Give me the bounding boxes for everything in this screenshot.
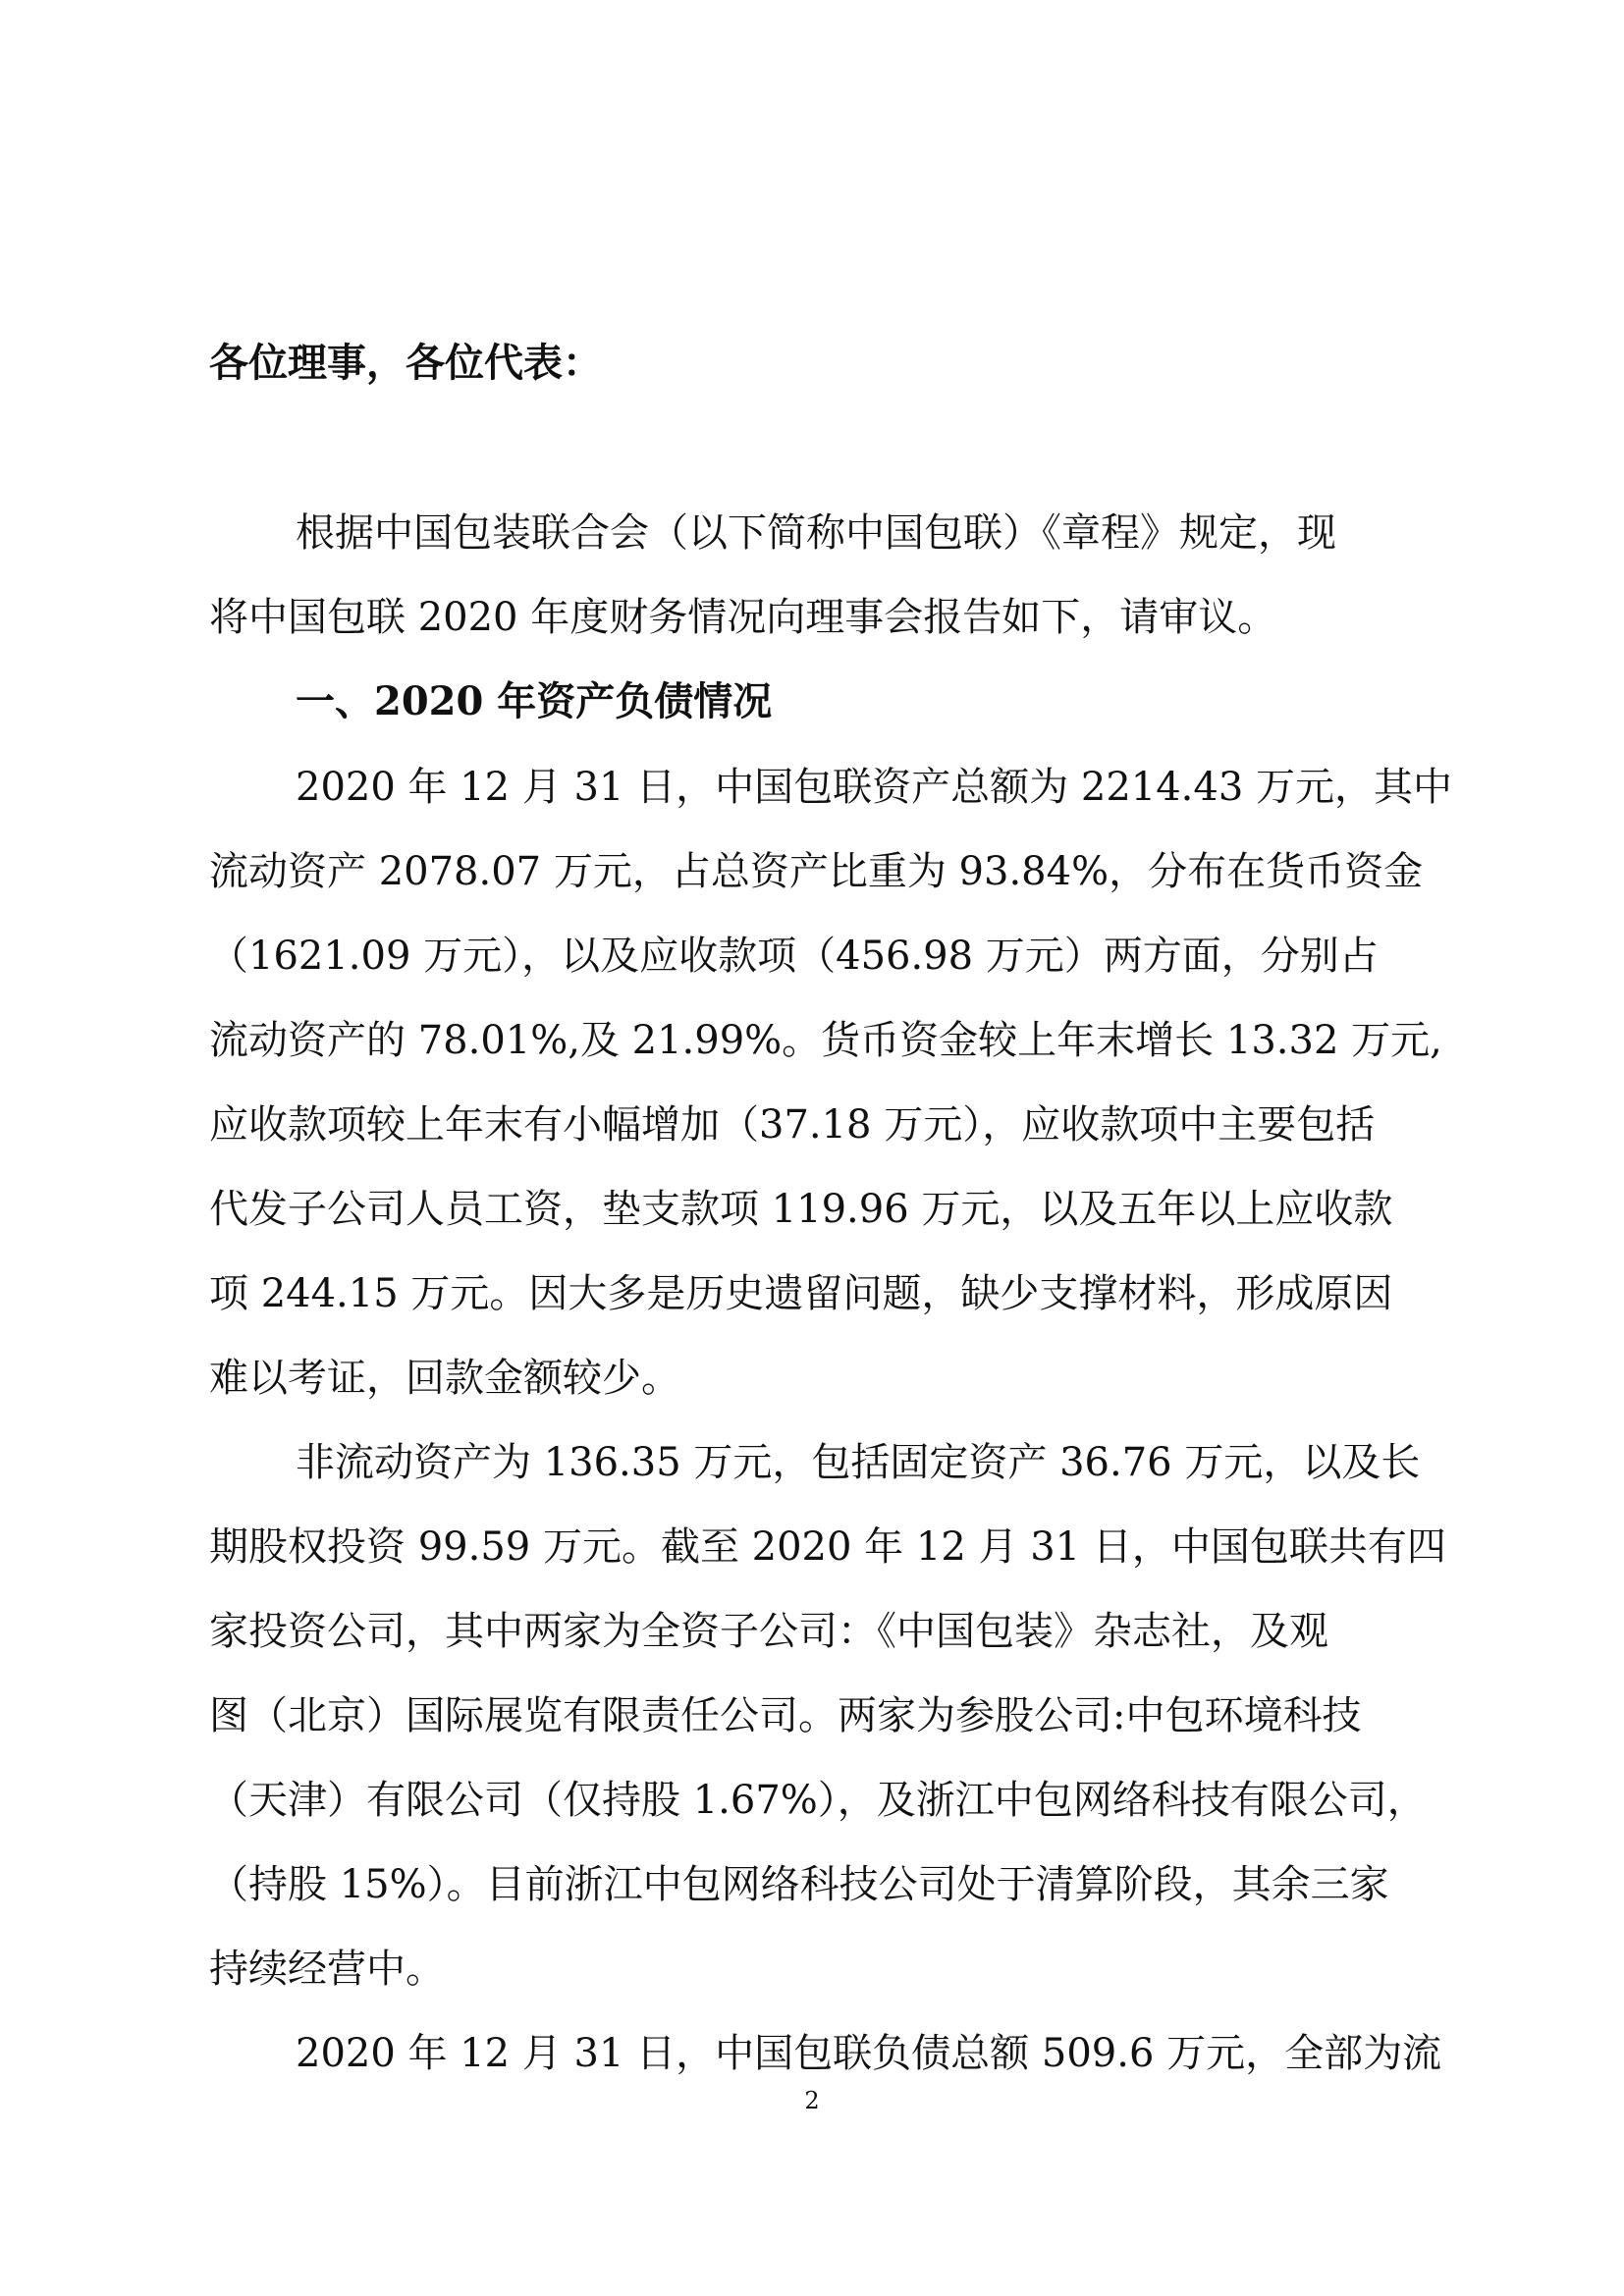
paragraph-1-line-5: 应收款项较上年末有小幅增加（37.18 万元），应收款项中主要包括 [209,1102,1376,1148]
intro-line-1: 根据中国包装联合会（以下简称中国包联）《章程》规定，现 [296,510,1336,556]
paragraph-1-line-4: 流动资产的 78.01%,及 21.99%。货币资金较上年末增长 13.32 万元, [209,1018,1442,1063]
intro-line-2: 将中国包联 2020 年度财务情况向理事会报告如下，请审议。 [209,595,1277,640]
paragraph-2-line-6: （持股 15%）。目前浙江中包网络科技公司处于清算阶段，其余三家 [209,1862,1389,1907]
paragraph-3-line-1: 2020 年 12 月 31 日，中国包联负债总额 509.6 万元，全部为流 [296,2031,1442,2076]
paragraph-1-line-6: 代发子公司人员工资，垫支款项 119.96 万元，以及五年以上应收款 [209,1187,1393,1232]
paragraph-2-line-1: 非流动资产为 136.35 万元，包括固定资产 36.76 万元，以及长 [296,1440,1421,1485]
paragraph-2-line-4: 图（北京）国际展览有限责任公司。两家为参股公司:中包环境科技 [209,1693,1362,1738]
section-heading: 一、2020 年资产负债情况 [296,678,773,724]
paragraph-2-line-3: 家投资公司，其中两家为全资子公司：《中国包装》杂志社，及观 [209,1609,1328,1654]
paragraph-2-line-5: （天津）有限公司（仅持股 1.67%），及浙江中包网络科技有限公司， [209,1778,1427,1823]
salutation: 各位理事，各位代表： [209,340,602,386]
page-number: 2 [804,2087,820,2114]
paragraph-1-line-7: 项 244.15 万元。因大多是历史遗留问题，缺少支撑材料，形成原因 [209,1271,1393,1316]
paragraph-1-line-1: 2020 年 12 月 31 日，中国包联资产总额为 2214.43 万元，其中 [296,765,1453,810]
paragraph-1-line-2: 流动资产 2078.07 万元，占总资产比重为 93.84%，分布在货币资金 [209,849,1424,894]
paragraph-1-line-8: 难以考证，回款金额较少。 [209,1356,680,1401]
paragraph-1-line-3: （1621.09 万元），以及应收款项（456.98 万元）两方面，分别占 [209,934,1379,979]
paragraph-2-line-2: 期股权投资 99.59 万元。截至 2020 年 12 月 31 日，中国包联共有四 [209,1524,1446,1570]
paragraph-2-line-7: 持续经营中。 [209,1947,445,1992]
